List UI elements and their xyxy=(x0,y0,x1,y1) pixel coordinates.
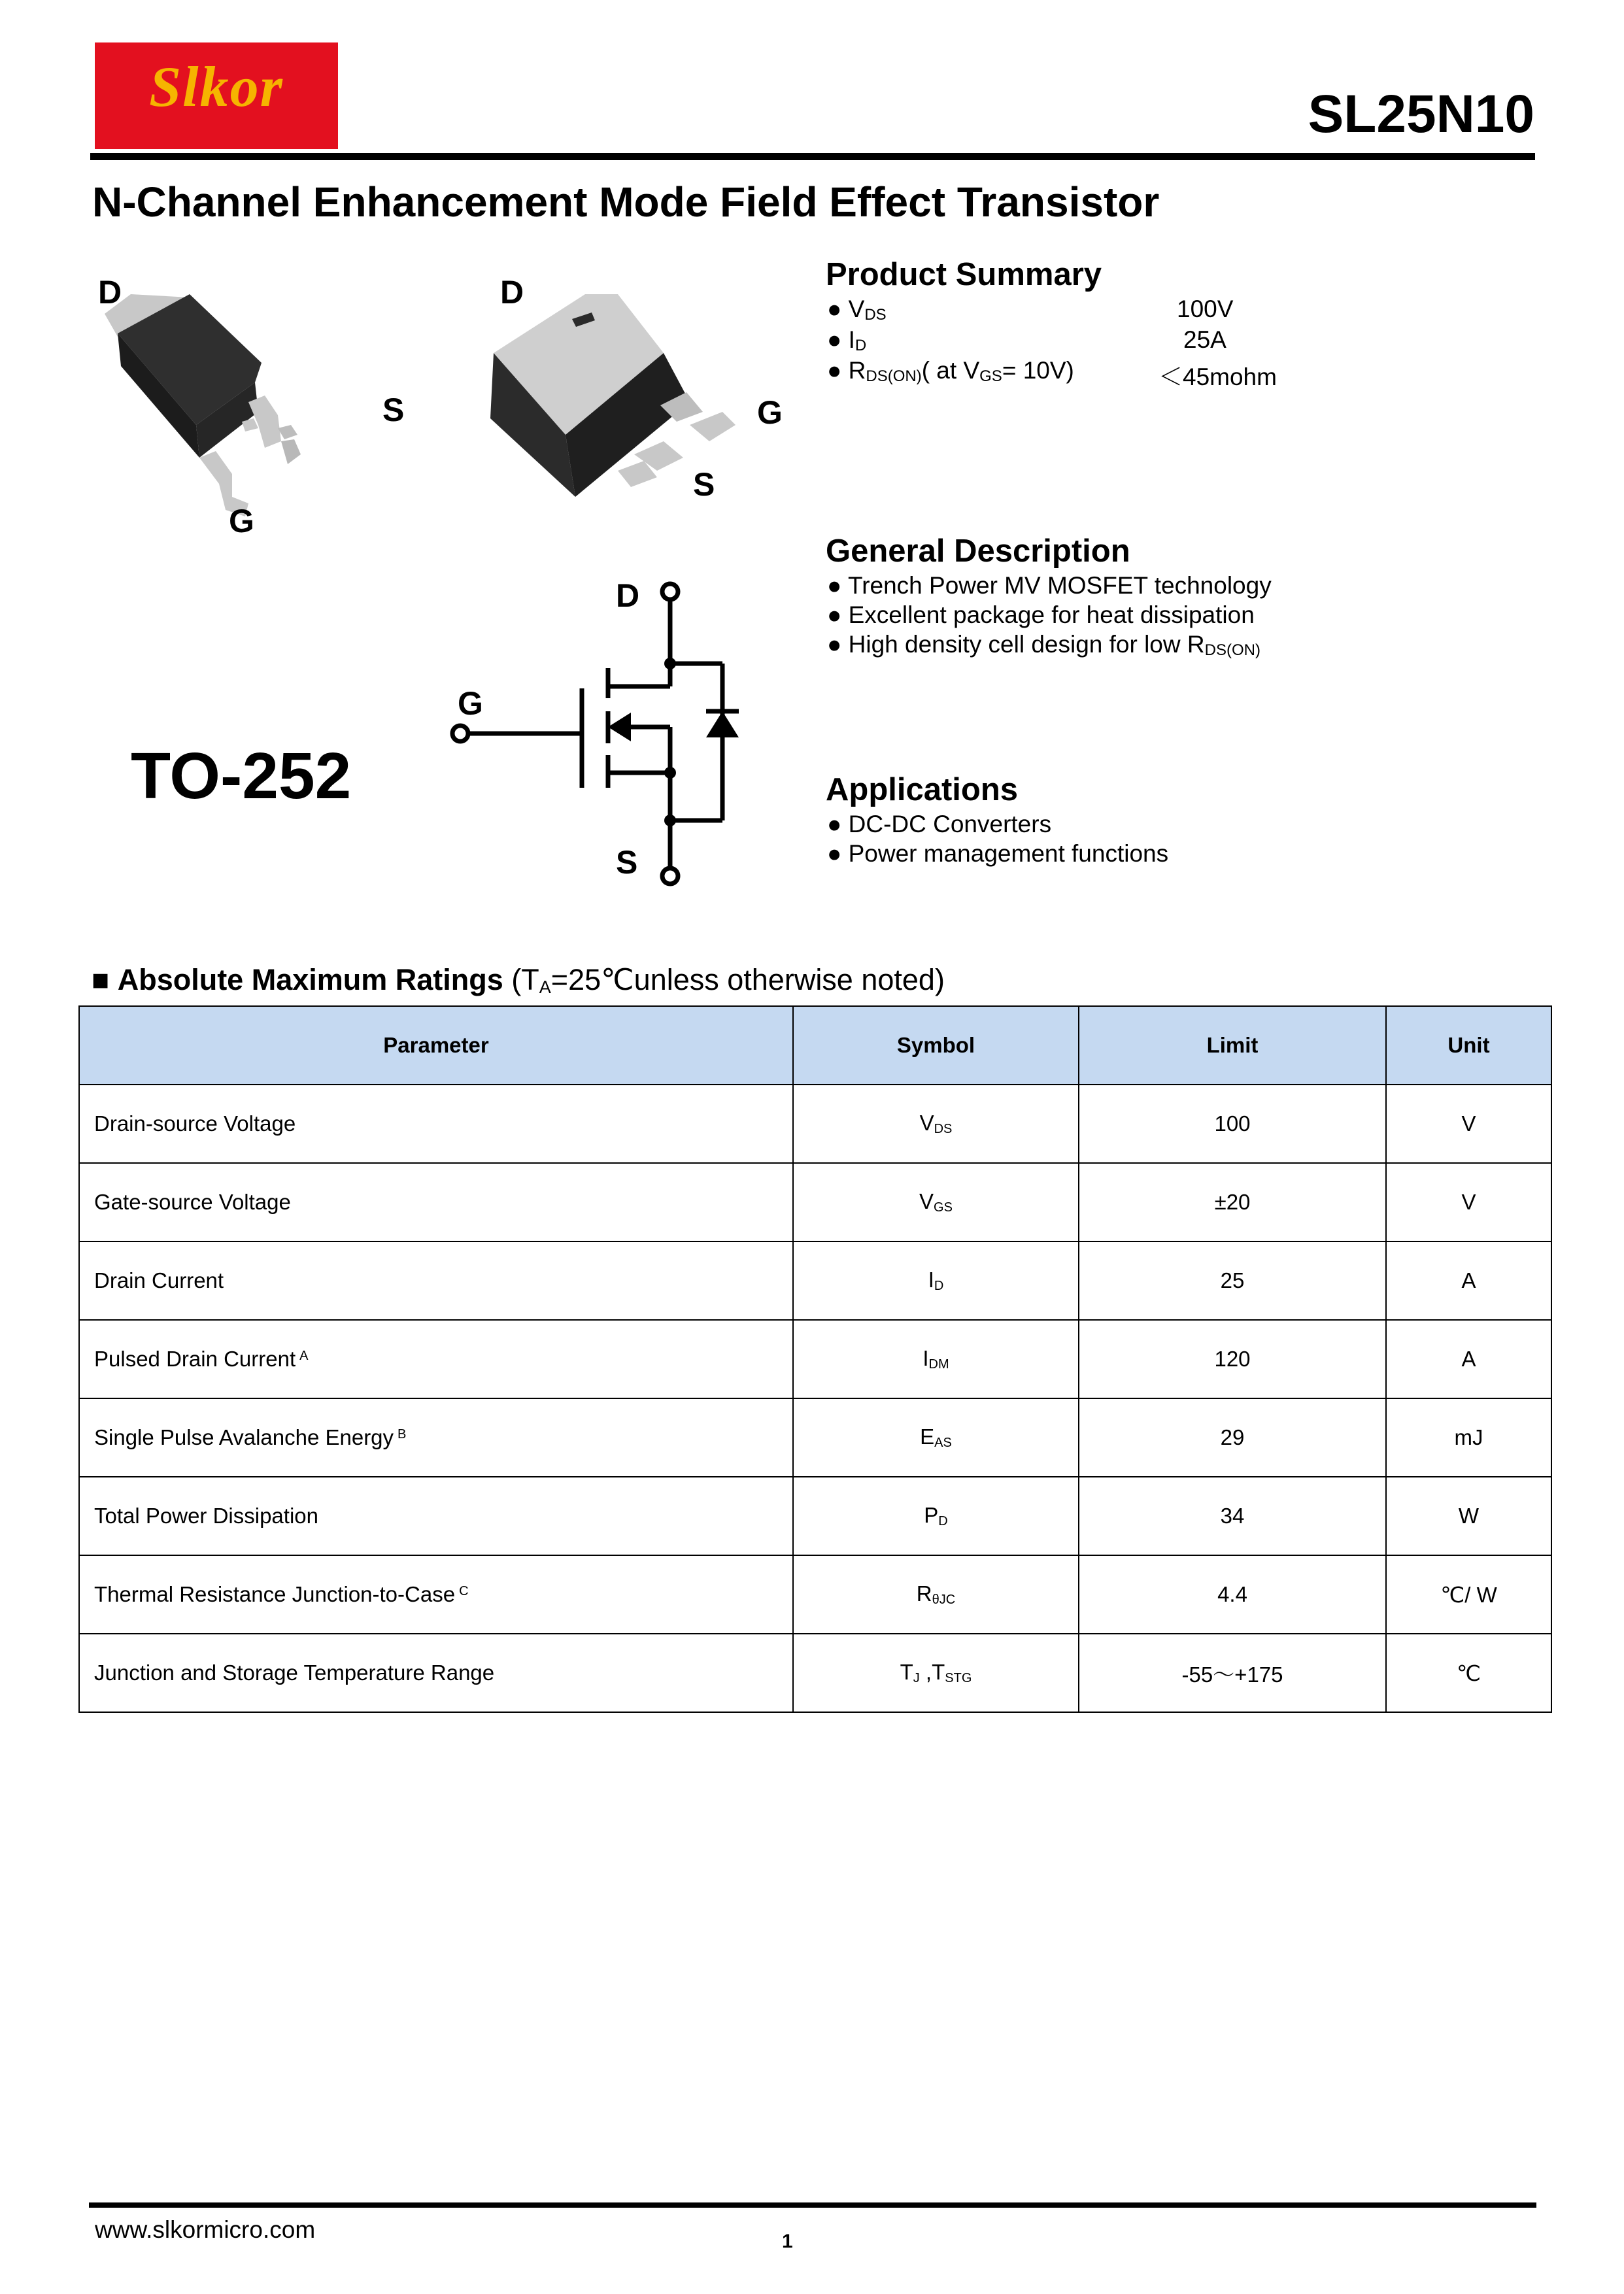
table-row xyxy=(79,1085,1551,1163)
schematic-label-g: G xyxy=(458,685,483,722)
pin-label-g-left: G xyxy=(229,503,254,539)
pin-label-d-left: D xyxy=(98,274,122,311)
footer-rule xyxy=(89,2202,1536,2208)
cell-parameter: Gate-source Voltage xyxy=(79,1163,793,1241)
schematic-label-s: S xyxy=(616,844,638,881)
part-number: SL25N10 xyxy=(1308,84,1534,144)
footer-url: www.slkormicro.com xyxy=(95,2216,316,2243)
mosfet-schematic-symbol xyxy=(445,569,758,902)
cell-symbol: $V_{DS}$ xyxy=(793,1085,1079,1163)
cell-unit: V xyxy=(1386,1163,1551,1241)
cell-unit: V xyxy=(1386,1085,1551,1163)
cell-symbol: $I_D$ xyxy=(793,1241,1079,1320)
application-item: ● DC-DC Converters xyxy=(827,811,1052,837)
application-item: ● Power management functions xyxy=(827,840,1169,867)
cell-symbol: $R_{\theta JC}$ xyxy=(793,1555,1079,1634)
page-number: 1 xyxy=(782,2231,793,2252)
pin-label-d-right: D xyxy=(500,274,524,311)
package-image-right xyxy=(481,281,781,516)
cell-symbol: $E_{AS}$ xyxy=(793,1398,1079,1477)
cell-parameter: Pulsed Drain Current $^A$ xyxy=(79,1320,793,1398)
description-item: ● High density cell design for low $R_{DS(ON)}$ xyxy=(827,631,1260,659)
table-row xyxy=(79,1163,1551,1241)
cell-limit: ±20 xyxy=(1079,1163,1386,1241)
summary-vds-label: ● $V_{DS}$ xyxy=(827,295,887,324)
section-marker: ■ xyxy=(92,963,110,996)
table-row xyxy=(79,1320,1551,1398)
cell-parameter: Drain Current xyxy=(79,1241,793,1320)
cell-symbol: $P_D$ xyxy=(793,1477,1079,1555)
cell-symbol: $V_{GS}$ xyxy=(793,1163,1079,1241)
table-row xyxy=(79,1241,1551,1320)
table-row xyxy=(79,1477,1551,1555)
cell-limit: 100 xyxy=(1079,1085,1386,1163)
brand-logo xyxy=(95,42,338,149)
description-item: ● Excellent package for heat dissipation xyxy=(827,601,1255,628)
table-row xyxy=(79,1555,1551,1634)
ratings-section-title: ■ Absolute Maximum Ratings ($T_A=25℃unless$ otherwise noted) xyxy=(92,963,945,997)
header-rule xyxy=(90,153,1535,160)
cell-limit: -55～+175 xyxy=(1079,1634,1386,1712)
cell-limit: 120 xyxy=(1079,1320,1386,1398)
general-description-heading: General Description xyxy=(826,533,1130,569)
summary-vds-value: 100V xyxy=(1177,295,1234,322)
table-header-row xyxy=(79,1006,1551,1085)
cell-symbol: $I_{DM}$ xyxy=(793,1320,1079,1398)
cell-unit: W xyxy=(1386,1477,1551,1555)
column-header: Symbol xyxy=(793,1006,1079,1085)
cell-unit: A xyxy=(1386,1241,1551,1320)
package-image-left xyxy=(92,268,431,543)
product-summary-heading: Product Summary xyxy=(826,257,1102,292)
cell-parameter: Total Power Dissipation xyxy=(79,1477,793,1555)
pin-label-s-right: S xyxy=(693,466,715,503)
pin-label-g-right: G xyxy=(757,394,783,431)
cell-unit: ℃/ W xyxy=(1386,1555,1551,1634)
cell-limit: 29 xyxy=(1079,1398,1386,1477)
pin-label-s-left: S xyxy=(382,392,405,428)
summary-id-label: ● $I_D$ xyxy=(827,326,867,354)
cell-limit: 34 xyxy=(1079,1477,1386,1555)
cell-limit: 4.4 xyxy=(1079,1555,1386,1634)
ratings-table xyxy=(78,1005,1552,1713)
description-item: ● Trench Power MV MOSFET technology xyxy=(827,572,1272,599)
package-name: TO-252 xyxy=(131,739,352,813)
summary-rdson-label: ● $R_{DS(ON)}$( at $V_{GS}= 10V$) xyxy=(827,357,1074,385)
cell-unit: ℃ xyxy=(1386,1634,1551,1712)
cell-symbol: $T_J$ $,T_{STG}$ xyxy=(793,1634,1079,1712)
cell-unit: A xyxy=(1386,1320,1551,1398)
summary-rdson-value: ＜45mohm xyxy=(1159,363,1277,390)
column-header: Unit xyxy=(1386,1006,1551,1085)
applications-heading: Applications xyxy=(826,772,1019,807)
table-row xyxy=(79,1634,1551,1712)
page-title: N-Channel Enhancement Mode Field Effect Transistor xyxy=(92,178,1160,226)
cell-parameter: Drain-source Voltage xyxy=(79,1085,793,1163)
cell-limit: 25 xyxy=(1079,1241,1386,1320)
cell-parameter: Single Pulse Avalanche Energy $^B$ xyxy=(79,1398,793,1477)
cell-unit: mJ xyxy=(1386,1398,1551,1477)
summary-id-value: 25A xyxy=(1183,326,1226,353)
column-header: Parameter xyxy=(79,1006,793,1085)
brand-logo-text: Slkor xyxy=(149,56,284,119)
column-header: Limit xyxy=(1079,1006,1386,1085)
cell-parameter: Junction and Storage Temperature Range xyxy=(79,1634,793,1712)
schematic-label-d: D xyxy=(616,577,640,614)
cell-parameter: Thermal Resistance Junction-to-Case $^C$ xyxy=(79,1555,793,1634)
table-row xyxy=(79,1398,1551,1477)
